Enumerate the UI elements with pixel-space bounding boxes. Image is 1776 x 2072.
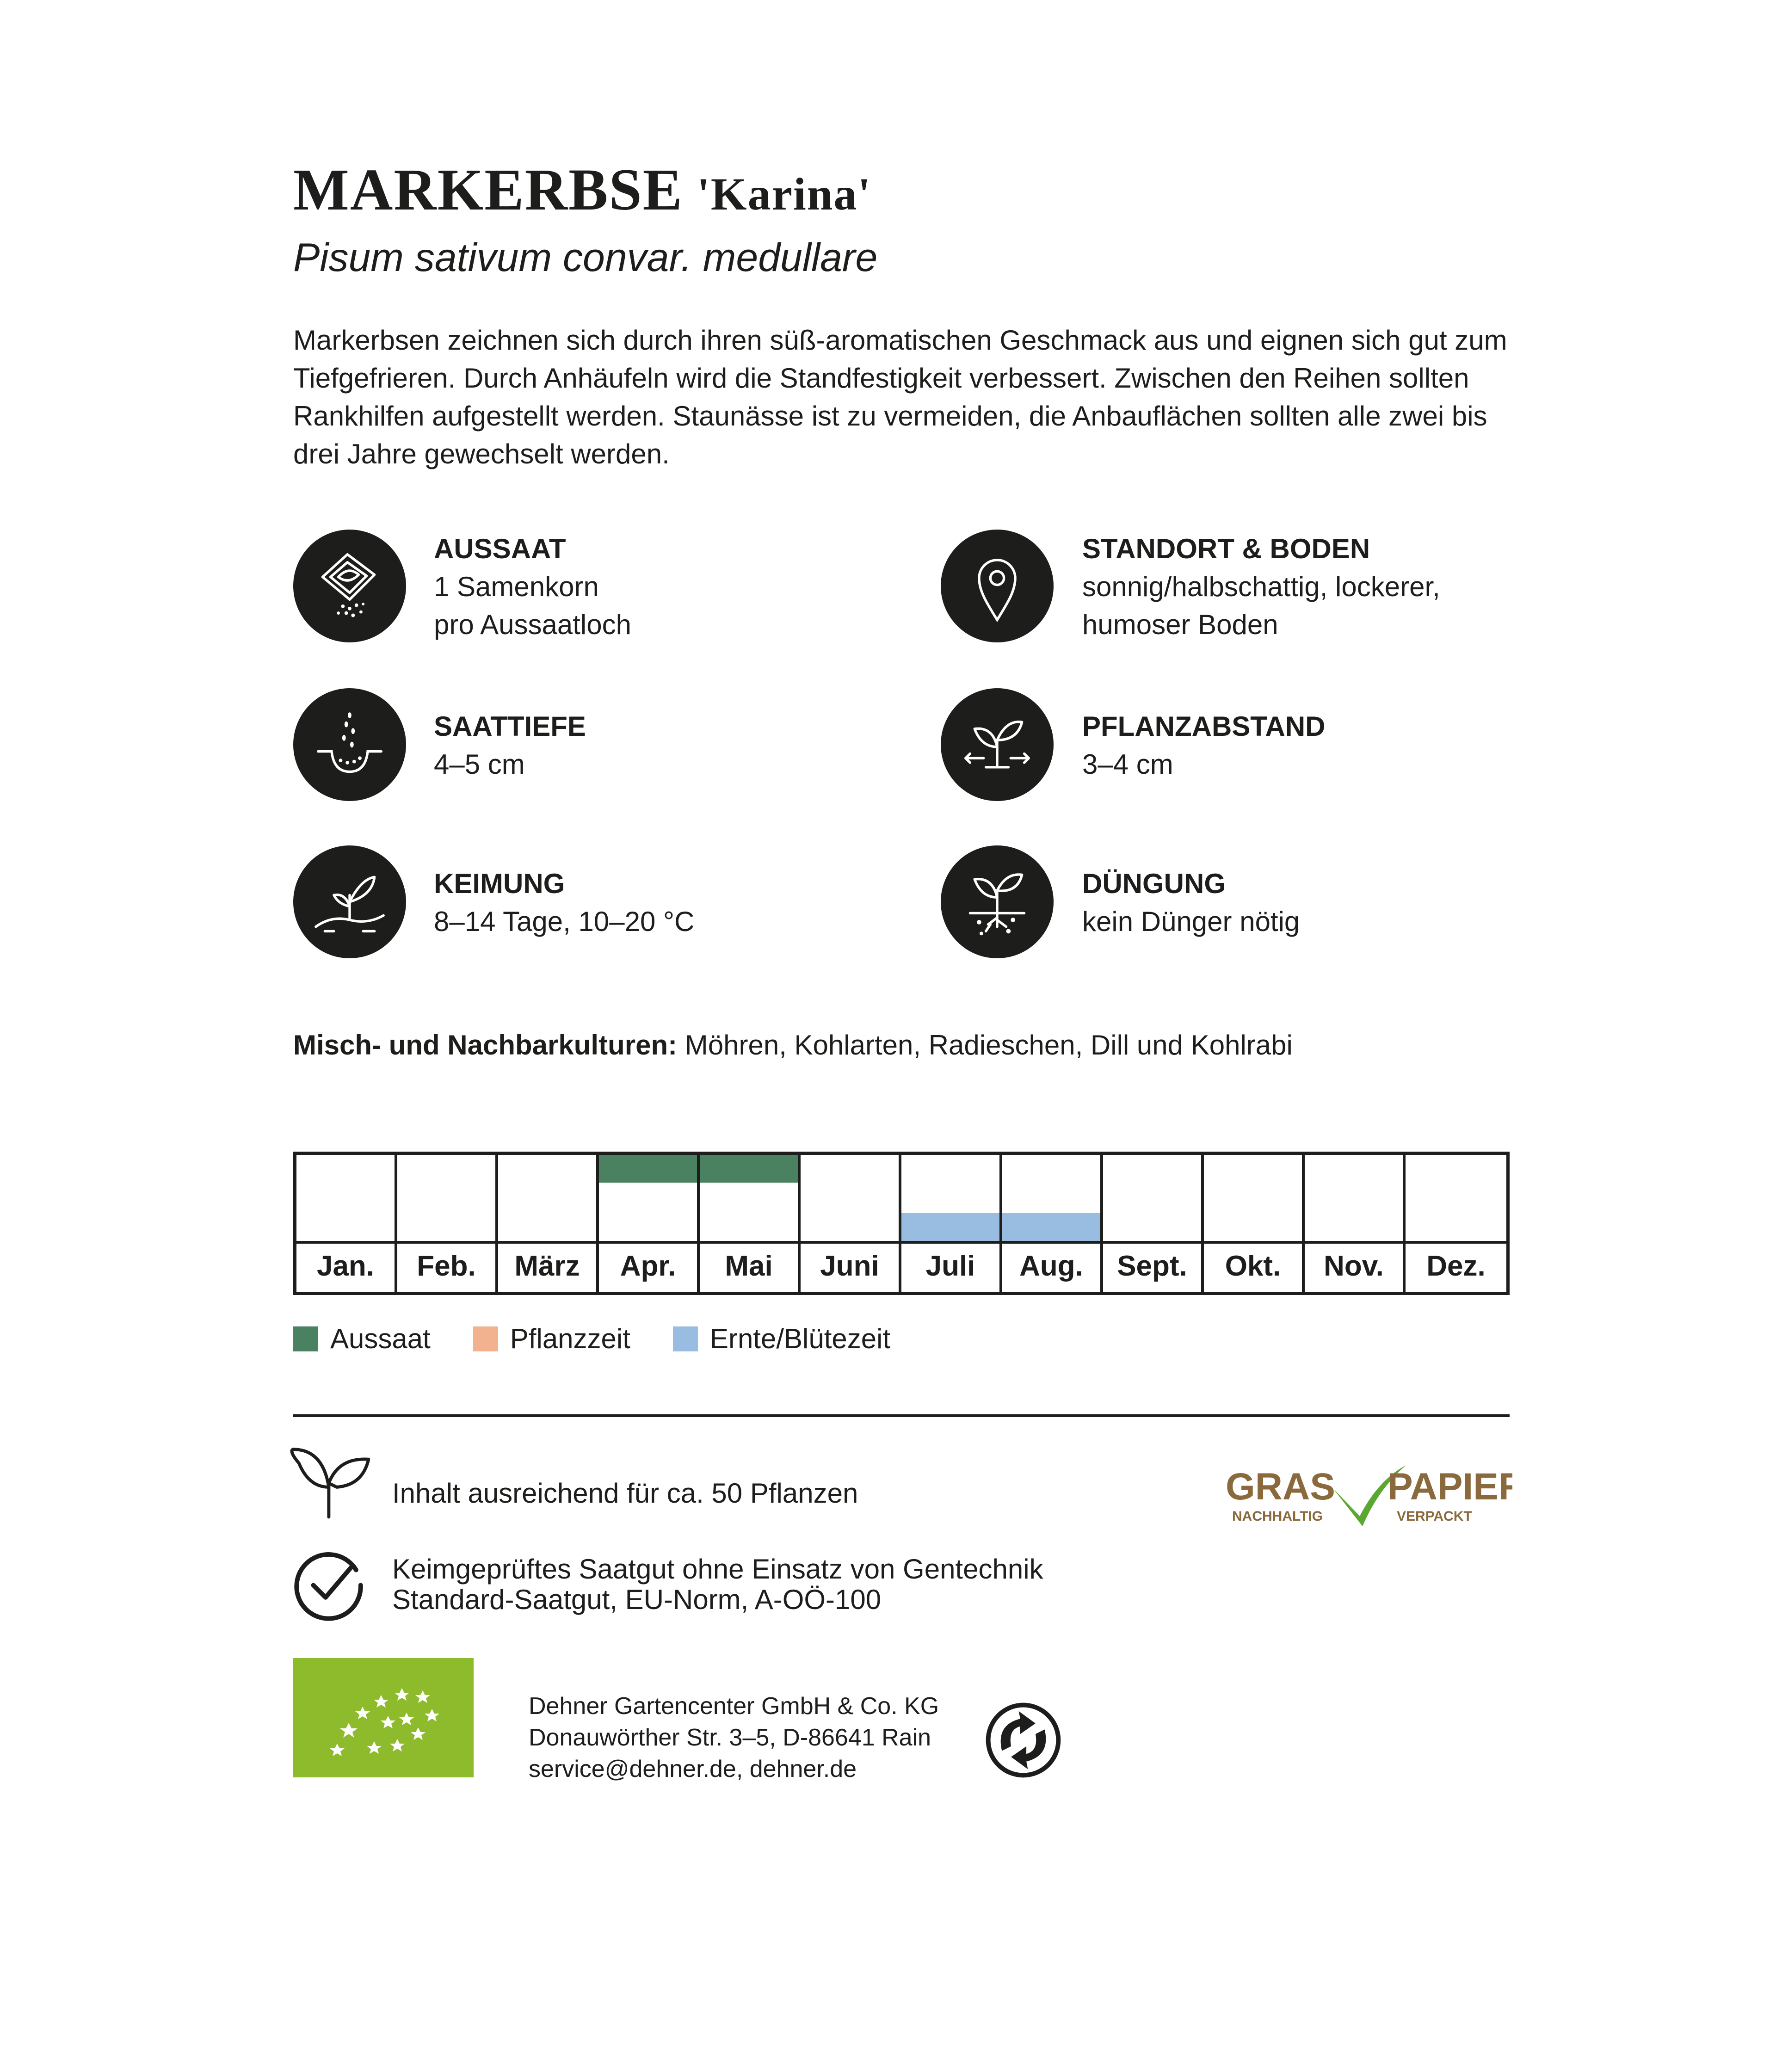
sprout-icon <box>293 845 406 958</box>
calendar-month <box>1406 1155 1506 1292</box>
legend-aussaat <box>293 1323 431 1355</box>
calendar-month <box>1002 1155 1103 1292</box>
calendar-month-bar-area <box>296 1155 395 1244</box>
calendar-month-label: Apr. <box>620 1250 676 1282</box>
calendar-month-label: Dez. <box>1426 1250 1486 1282</box>
calendar-month-bar-area <box>599 1155 697 1244</box>
company-name: Dehner Gartencenter GmbH & Co. KG <box>529 1693 939 1720</box>
calendar-month-label: Juli <box>925 1250 975 1282</box>
calendar-month-bar-area <box>700 1155 798 1244</box>
calendar-month <box>700 1155 801 1292</box>
legend-pflanzzeit <box>473 1323 630 1355</box>
variety-name: 'Karina' <box>697 168 872 220</box>
legend-aussaat-label: Aussaat <box>330 1323 431 1354</box>
standort-label: STANDORT & BODEN <box>1082 533 1370 564</box>
legend-ernte-label: Ernte/Blütezeit <box>709 1323 891 1354</box>
company-address <box>529 1690 939 1785</box>
calendar-month-label: Okt. <box>1225 1250 1281 1282</box>
calendar-month-bar-area <box>498 1155 596 1244</box>
aussaat-label: AUSSAAT <box>434 533 566 564</box>
legend-pflanzzeit-label: Pflanzzeit <box>510 1323 630 1354</box>
info-standort <box>1082 530 1440 644</box>
aussaat-line-1: 1 Samenkorn <box>434 571 599 602</box>
papier-sub: VERPACKT <box>1397 1509 1472 1524</box>
pflanzabstand-label: PFLANZABSTAND <box>1082 711 1326 742</box>
product-name: MARKERBSE <box>293 157 683 222</box>
calendar-month-label: Aug. <box>1019 1250 1083 1282</box>
calendar-month <box>599 1155 700 1292</box>
calendar-month-label: März <box>514 1250 580 1282</box>
calendar-month <box>1204 1155 1305 1292</box>
seed-packet-icon <box>293 530 406 642</box>
plant-spacing-icon <box>941 688 1054 801</box>
gras-sub: NACHHALTIG <box>1232 1509 1323 1524</box>
standort-line-1: sonnig/halbschattig, lockerer, <box>1082 571 1440 602</box>
intro-text: Markerbsen zeichnen sich durch ihren süß-aromatischen Geschmack aus und eignen sich gut zum Tiefgefrieren. Durch Anhäufeln wird die Standfestigkeit verbessert. Zwischen den Reihen sollten Rankhilfen aufgestellt werden. Staunässe ist zu vermeiden, die Anbauflächen sollten alle zwei bis drei Jahre gewechselt werden. <box>293 325 1507 469</box>
product-title <box>293 157 871 222</box>
calendar-month <box>397 1155 498 1292</box>
papier-word: PAPIER <box>1388 1466 1512 1508</box>
leaves-icon <box>283 1443 382 1519</box>
calendar-month-bar-area <box>1103 1155 1201 1244</box>
divider-rule <box>293 1414 1510 1417</box>
aussaat-line-2: pro Aussaatloch <box>434 609 631 640</box>
quality-line-2: Standard-Saatgut, EU-Norm, A-OÖ-100 <box>392 1584 882 1615</box>
checkmark-circle-icon <box>290 1547 367 1623</box>
eu-stars-leaf <box>330 1688 439 1756</box>
ernte-bar <box>1002 1213 1100 1241</box>
calendar-month <box>1305 1155 1406 1292</box>
graspapier-logo <box>1226 1462 1512 1531</box>
info-saattiefe <box>434 708 586 783</box>
calendar-month-bar-area <box>397 1155 495 1244</box>
saattiefe-label: SAATTIEFE <box>434 711 586 742</box>
info-duengung <box>1082 865 1300 941</box>
green-dot-recycling-icon <box>985 1702 1061 1778</box>
gras-word: GRAS <box>1226 1466 1335 1508</box>
legend-ernte-swatch <box>673 1326 698 1351</box>
keimung-label: KEIMUNG <box>434 868 565 899</box>
quality-line-1: Keimgeprüftes Saatgut ohne Einsatz von Gentechnik <box>392 1554 1043 1585</box>
info-keimung <box>434 865 694 941</box>
calendar-month <box>1103 1155 1204 1292</box>
legend-pflanzzeit-swatch <box>473 1326 498 1351</box>
calendar-month <box>296 1155 397 1292</box>
calendar-month-bar-area <box>801 1155 899 1244</box>
ernte-bar <box>901 1213 999 1241</box>
pflanzabstand-line-1: 3–4 cm <box>1082 749 1173 780</box>
info-aussaat <box>434 530 631 644</box>
sowing-calendar <box>293 1152 1510 1295</box>
calendar-month-label: Mai <box>725 1250 773 1282</box>
calendar-month-label: Feb. <box>417 1250 476 1282</box>
companion-label: Misch- und Nachbarkulturen: <box>293 1030 678 1061</box>
calendar-month-bar-area <box>901 1155 999 1244</box>
keimung-line-1: 8–14 Tage, 10–20 °C <box>434 906 695 937</box>
aussaat-bar <box>700 1155 798 1183</box>
saattiefe-line-1: 4–5 cm <box>434 749 525 780</box>
calendar-month <box>801 1155 901 1292</box>
duengung-line-1: kein Dünger nötig <box>1082 906 1300 937</box>
aussaat-bar <box>599 1155 697 1183</box>
fertilizer-roots-icon <box>941 845 1054 958</box>
legend-ernte <box>673 1323 890 1355</box>
calendar-month-label: Jan. <box>316 1250 375 1282</box>
location-pin-icon <box>941 530 1054 642</box>
calendar-month <box>498 1155 599 1292</box>
calendar-month-label: Juni <box>820 1250 879 1282</box>
company-contact: service@dehner.de, dehner.de <box>529 1756 857 1782</box>
latin-name: Pisum sativum convar. medullare <box>293 235 878 280</box>
calendar-month-bar-area <box>1002 1155 1100 1244</box>
calendar-month-bar-area <box>1406 1155 1506 1244</box>
company-street: Donauwörther Str. 3–5, D-86641 Rain <box>529 1724 931 1751</box>
content-info: Inhalt ausreichend für ca. 50 Pflanzen <box>392 1478 858 1509</box>
quality-info <box>392 1554 1043 1615</box>
eu-organic-logo <box>293 1658 474 1777</box>
calendar-month <box>901 1155 1002 1292</box>
calendar-legend <box>293 1323 933 1355</box>
companion-value: Möhren, Kohlarten, Radieschen, Dill und Kohlrabi <box>677 1030 1293 1061</box>
standort-line-2: humoser Boden <box>1082 609 1278 640</box>
seed-depth-icon <box>293 688 406 801</box>
duengung-label: DÜNGUNG <box>1082 868 1226 899</box>
info-pflanzabstand <box>1082 708 1326 783</box>
calendar-month-label: Sept. <box>1117 1250 1187 1282</box>
calendar-month-bar-area <box>1305 1155 1403 1244</box>
companion-plants <box>293 1029 1293 1061</box>
calendar-month-bar-area <box>1204 1155 1302 1244</box>
legend-aussaat-swatch <box>293 1326 318 1351</box>
calendar-month-label: Nov. <box>1324 1250 1384 1282</box>
